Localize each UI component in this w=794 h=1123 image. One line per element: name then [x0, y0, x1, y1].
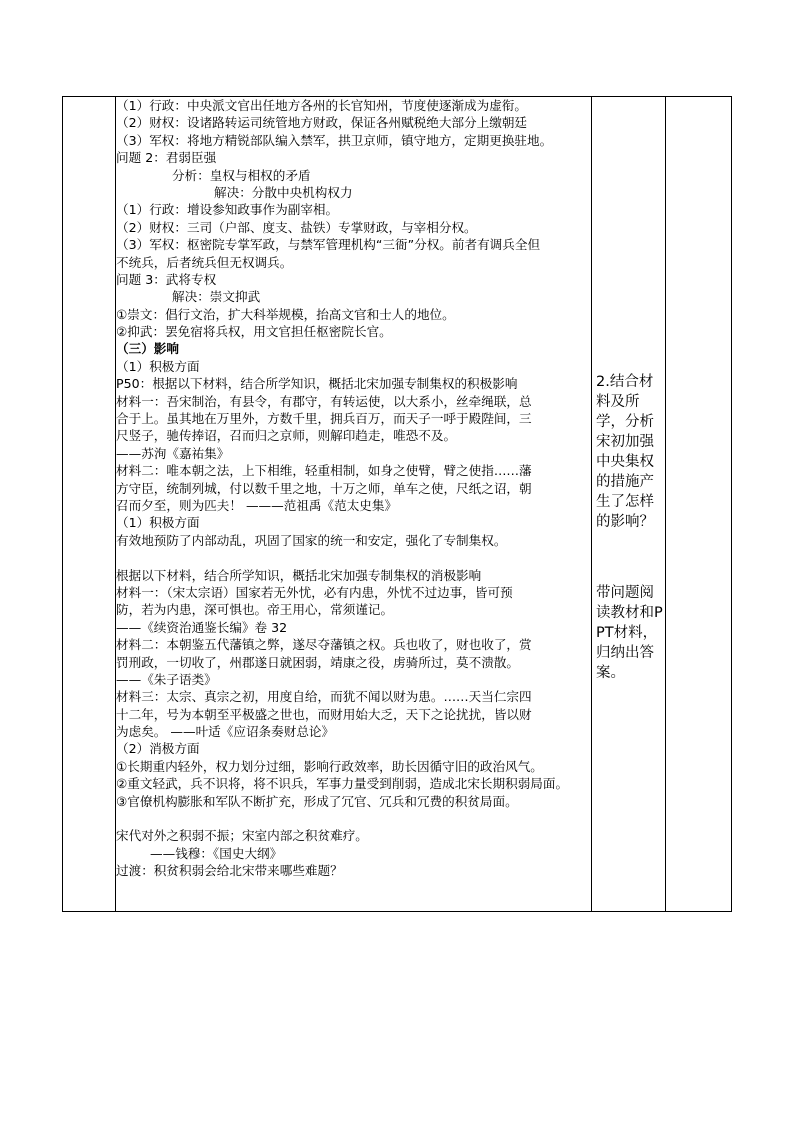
- text-line: 方守臣，统制列城，付以数千里之地，十万之师，单车之使，尺纸之诏，朝: [116, 480, 532, 496]
- text-line: 材料一：（宋太宗语）国家若无外忧，必有内患，外忧不过边事，皆可预: [116, 584, 513, 600]
- text-line: 十二年，号为本朝至平极盛之世也，而财用始大乏，天下之论扰扰，皆以财: [116, 706, 532, 722]
- text-line: （2）财权：三司（户部、度支、盐铁）专掌财政，与宰相分权。: [116, 219, 477, 235]
- source-citation: ——苏洵《嘉祐集》: [116, 445, 230, 461]
- text-line: 材料二：唯本朝之法，上下相维，轻重相制，如身之使臂，臂之使指……藩: [116, 463, 532, 479]
- section-heading: （三）影响: [116, 341, 179, 357]
- text-line: 为虑矣。 ——叶适《应诏条奏财总论》: [116, 724, 335, 740]
- text-line: （3）军权：将地方精锐部队编入禁军，拱卫京师，镇守地方，定期更换驻地。: [116, 132, 553, 148]
- text-line: ①长期重内轻外，权力划分过细，影响行政效率，助长因循守旧的政治风气。: [116, 758, 543, 774]
- source-citation: ——《续资治通鉴长编》卷 32: [116, 619, 288, 635]
- text-line: 材料二：本朝鉴五代藩镇之弊，遂尽夺藩镇之权。兵也收了，财也收了，赏: [116, 637, 532, 653]
- column-divider: [591, 97, 592, 911]
- text-line: P50：根据以下材料，结合所学知识，概括北宋加强专制集权的积极影响: [116, 376, 518, 392]
- text-line: （3）军权：枢密院专掌军政，与禁军管理机构“三衙”分权。前者有调兵全但: [116, 237, 541, 253]
- question-heading: 问题 2：君弱臣强: [116, 150, 217, 166]
- activity-note-analysis: 2.结合材料及所学，分析宋初加强中央集权的措施产生了怎样的影响？: [596, 374, 654, 530]
- text-line: 合于上。虽其地在万里外，方数千里，拥兵百万，而天子一呼于殿陛间，三: [116, 411, 532, 427]
- transition-line: 过渡：积贫积弱会给北宋带来哪些难题？: [116, 863, 343, 879]
- text-line: 材料三：太宗、真宗之初，用度自给，而犹不闻以财为患。……天当仁宗四: [116, 689, 532, 705]
- text-line: ①崇文：倡行文治，扩大科举规模，抬高文官和士人的地位。: [116, 306, 455, 322]
- question-heading: 问题 3：武将专权: [116, 271, 217, 287]
- column-divider: [665, 97, 666, 911]
- solution-line: 解决：崇文抑武: [172, 289, 261, 305]
- text-line: 尺竖子，驰传捧诏，召而归之京师，则解印趋走，唯恐不及。: [116, 428, 457, 444]
- text-line: （2）财权：设诸路转运司统管地方财政，保证各州赋税绝大部分上缴朝廷: [116, 115, 528, 131]
- text-line: 有效地预防了内部动乱，巩固了国家的统一和安定，强化了专制集权。: [116, 532, 507, 548]
- activity-note-reading: 带问题阅读教材和PPT材料，归纳出答案。: [596, 585, 663, 681]
- text-line: 根据以下材料，结合所学知识，概括北宋加强专制集权的消极影响: [116, 567, 482, 583]
- subsection-heading: （1）积极方面: [116, 358, 200, 374]
- lesson-content: [116, 97, 588, 880]
- text-line: ②重文轻武，兵不识将，将不识兵，军事力量受到削弱，造成北宋长期积弱局面。: [116, 776, 569, 792]
- analysis-line: 分析：皇权与相权的矛盾: [172, 167, 311, 183]
- quote-line: 宋代对外之积弱不振；宋室内部之积贫难疗。: [116, 828, 368, 844]
- text-line: （1）行政：增设参知政事作为副宰相。: [116, 202, 339, 218]
- source-citation: ——钱穆：《国史大纲》: [150, 845, 283, 861]
- text-line: 召而夕至，则为匹夫！ ———范祖禹《范太史集》: [116, 497, 398, 513]
- text-line: 罚刑政，一切收了，州郡遂日就困弱，靖康之役，虏骑所过，莫不溃散。: [116, 654, 519, 670]
- subsection-heading: （1）积极方面: [116, 515, 200, 531]
- text-line: 不统兵，后者统兵但无权调兵。: [116, 254, 293, 270]
- text-line: ③官僚机构膨胀和军队不断扩充，形成了冗官、冗兵和冗费的积贫局面。: [116, 793, 518, 809]
- source-citation: ——《朱子语类》: [116, 671, 217, 687]
- text-line: （1）行政：中央派文官出任地方各州的长官知州，节度使逐渐成为虚衔。: [116, 98, 528, 113]
- text-line: ②抑武：罢免宿将兵权，用文官担任枢密院长官。: [116, 324, 392, 340]
- subsection-heading: （2）消极方面: [116, 741, 200, 757]
- blank-line: [116, 549, 588, 566]
- solution-line: 解决：分散中央机构权力: [214, 184, 353, 200]
- blank-line: [116, 810, 588, 827]
- text-line: 材料一：吾宋制治，有县令，有郡守，有转运使，以大系小，丝牵绳联，总: [116, 393, 532, 409]
- text-line: 防，若为内患，深可惧也。帝王用心，常须谨记。: [116, 602, 394, 618]
